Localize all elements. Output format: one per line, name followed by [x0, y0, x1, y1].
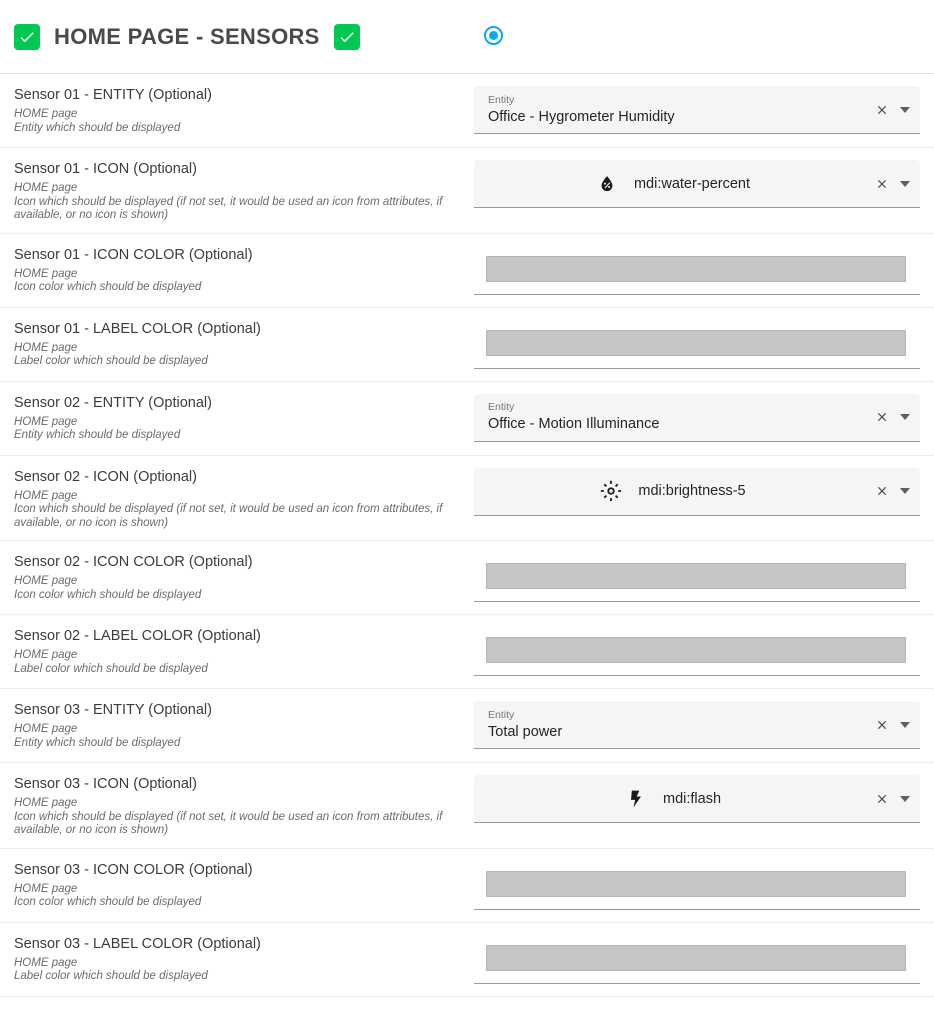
entity-picker-field[interactable]: [474, 701, 920, 749]
row-subtitle-description: Label color which should be displayed: [14, 355, 208, 367]
row-subtitle-description: Icon which should be displayed (if not set, it would be used an icon from attributes, if available, or no icon is shown): [14, 810, 443, 836]
row-label-group: [14, 553, 474, 602]
row-subtitle-page: HOME page: [14, 723, 78, 735]
color-text-input[interactable]: [486, 945, 906, 971]
row-title: Sensor 02 - ICON COLOR (Optional): [14, 554, 253, 570]
row-control-group: [474, 935, 920, 984]
color-text-input[interactable]: [486, 637, 906, 663]
color-input-field[interactable]: [474, 320, 920, 369]
settings-row: [0, 382, 934, 456]
page-title: HOME PAGE - SENSORS: [54, 23, 320, 49]
row-label-group: [14, 775, 474, 838]
clear-icon[interactable]: [874, 717, 890, 733]
field-actions: [874, 775, 910, 822]
color-text-input[interactable]: [486, 330, 906, 356]
row-title: Sensor 02 - LABEL COLOR (Optional): [14, 628, 261, 644]
field-actions: [874, 160, 910, 207]
flash-icon: [626, 789, 646, 809]
row-control-group: [474, 553, 920, 602]
row-label-group: [14, 861, 474, 910]
field-actions: [874, 468, 910, 515]
water-percent-icon-slot: [596, 173, 618, 195]
row-control-group: [474, 320, 920, 369]
row-subtitle-page: HOME page: [14, 267, 78, 280]
clear-icon[interactable]: [874, 409, 890, 425]
entity-picker-field[interactable]: [474, 394, 920, 442]
row-control-group: [474, 861, 920, 910]
color-input-field[interactable]: [474, 627, 920, 676]
clear-icon[interactable]: [874, 791, 890, 807]
row-label-group: [14, 394, 474, 443]
row-label-group: [14, 701, 474, 750]
color-text-input[interactable]: [486, 563, 906, 589]
row-subtitle-page: HOME page: [14, 108, 78, 120]
row-control-group: [474, 627, 920, 676]
row-title: Sensor 01 - ENTITY (Optional): [14, 87, 212, 103]
row-subtitle-page: HOME page: [14, 797, 78, 809]
settings-row: [0, 148, 934, 234]
settings-row: [0, 923, 934, 997]
row-label-group: [14, 468, 474, 531]
row-control-group: [474, 394, 920, 442]
radio-inner-dot: [489, 31, 498, 40]
settings-row: [0, 74, 934, 148]
row-subtitle-page: HOME page: [14, 489, 78, 502]
clear-icon[interactable]: [874, 176, 890, 192]
chevron-down-icon[interactable]: [900, 181, 910, 187]
chevron-down-icon[interactable]: [900, 796, 910, 802]
settings-row: [0, 308, 934, 382]
icon-value: mdi:flash: [662, 790, 722, 807]
settings-row: [0, 234, 934, 308]
brightness-5-icon-slot: [600, 480, 622, 502]
row-subtitle-description: Icon color which should be displayed: [14, 896, 202, 908]
field-actions: [874, 394, 910, 441]
icon-value: mdi:brightness-5: [638, 483, 746, 499]
row-control-group: [474, 701, 920, 749]
row-title: Sensor 01 - ICON (Optional): [14, 161, 197, 177]
row-subtitle-page: HOME page: [14, 882, 78, 895]
row-label-group: [14, 320, 474, 369]
check-icon: [18, 28, 36, 46]
clear-icon[interactable]: [874, 102, 890, 118]
entity-value: Office - Motion Illuminance: [488, 416, 660, 432]
row-control-group: [474, 160, 920, 208]
row-subtitle-page: HOME page: [14, 575, 78, 587]
water-percent-icon: [597, 174, 617, 194]
row-label-group: [14, 627, 474, 676]
row-label-group: [14, 160, 474, 223]
settings-rows-list: [0, 74, 934, 997]
row-title: Sensor 01 - LABEL COLOR (Optional): [14, 320, 261, 337]
chevron-down-icon[interactable]: [900, 722, 910, 728]
color-input-field[interactable]: [474, 553, 920, 602]
section-checkbox-left[interactable]: [14, 24, 40, 50]
field-actions: [874, 86, 910, 133]
row-subtitle-description: Icon which should be displayed (if not set, it would be used an icon from attributes, if available, or no icon is shown): [14, 503, 443, 529]
row-subtitle-page: HOME page: [14, 649, 78, 661]
icon-picker-field[interactable]: [474, 468, 920, 516]
color-text-input[interactable]: [486, 256, 906, 282]
icon-picker-field[interactable]: [474, 160, 920, 208]
field-actions: [874, 701, 910, 748]
entity-value: Office - Hygrometer Humidity: [488, 108, 675, 125]
row-label-group: [14, 246, 474, 295]
section-header: [0, 0, 934, 74]
row-control-group: [474, 468, 920, 516]
color-input-field[interactable]: [474, 246, 920, 295]
row-subtitle-description: Icon color which should be displayed: [14, 281, 202, 293]
radio-outer-circle: [484, 26, 503, 45]
field-label: Entity: [488, 708, 515, 721]
field-label: Entity: [488, 401, 515, 413]
color-input-field[interactable]: [474, 935, 920, 984]
chevron-down-icon[interactable]: [900, 414, 910, 420]
settings-row: [0, 849, 934, 923]
row-subtitle-description: Entity which should be displayed: [14, 121, 181, 134]
chevron-down-icon[interactable]: [900, 488, 910, 494]
row-title: Sensor 03 - ICON (Optional): [14, 776, 197, 792]
row-subtitle-page: HOME page: [14, 956, 78, 969]
color-text-input[interactable]: [486, 871, 906, 897]
icon-picker-field[interactable]: [474, 775, 920, 823]
row-label-group: [14, 86, 474, 135]
section-radio-button[interactable]: [484, 26, 506, 48]
settings-row: [0, 615, 934, 689]
color-input-field[interactable]: [474, 861, 920, 910]
row-subtitle-description: Entity which should be displayed: [14, 429, 181, 441]
check-icon: [338, 28, 356, 46]
section-checkbox-right[interactable]: [334, 24, 360, 50]
row-subtitle-description: Entity which should be displayed: [14, 736, 181, 749]
entity-picker-field[interactable]: [474, 86, 920, 134]
row-title: Sensor 02 - ICON (Optional): [14, 468, 197, 485]
row-subtitle-page: HOME page: [14, 415, 78, 428]
row-subtitle-description: Icon which should be displayed (if not set, it would be used an icon from attributes, if available, or no icon is shown): [14, 195, 443, 221]
row-control-group: [474, 86, 920, 134]
settings-row: [0, 689, 934, 763]
row-subtitle-description: Label color which should be displayed: [14, 662, 208, 675]
row-title: Sensor 01 - ICON COLOR (Optional): [14, 246, 253, 263]
row-control-group: [474, 775, 920, 823]
field-label: Entity: [488, 93, 515, 106]
brightness-5-icon: [600, 480, 622, 502]
row-title: Sensor 03 - ENTITY (Optional): [14, 702, 212, 718]
row-title: Sensor 03 - ICON COLOR (Optional): [14, 861, 253, 878]
settings-row: [0, 456, 934, 542]
row-title: Sensor 02 - ENTITY (Optional): [14, 394, 212, 411]
entity-value: Total power: [488, 723, 563, 740]
row-subtitle-description: Label color which should be displayed: [14, 970, 208, 982]
settings-row: [0, 763, 934, 849]
row-control-group: [474, 246, 920, 295]
flash-icon-slot: [625, 788, 647, 810]
row-title: Sensor 03 - LABEL COLOR (Optional): [14, 935, 261, 952]
row-subtitle-page: HOME page: [14, 182, 78, 194]
row-subtitle-page: HOME page: [14, 341, 78, 354]
chevron-down-icon[interactable]: [900, 107, 910, 113]
row-label-group: [14, 935, 474, 984]
row-subtitle-description: Icon color which should be displayed: [14, 588, 202, 601]
clear-icon[interactable]: [874, 483, 890, 499]
settings-row: [0, 541, 934, 615]
icon-value: mdi:water-percent: [633, 175, 751, 192]
